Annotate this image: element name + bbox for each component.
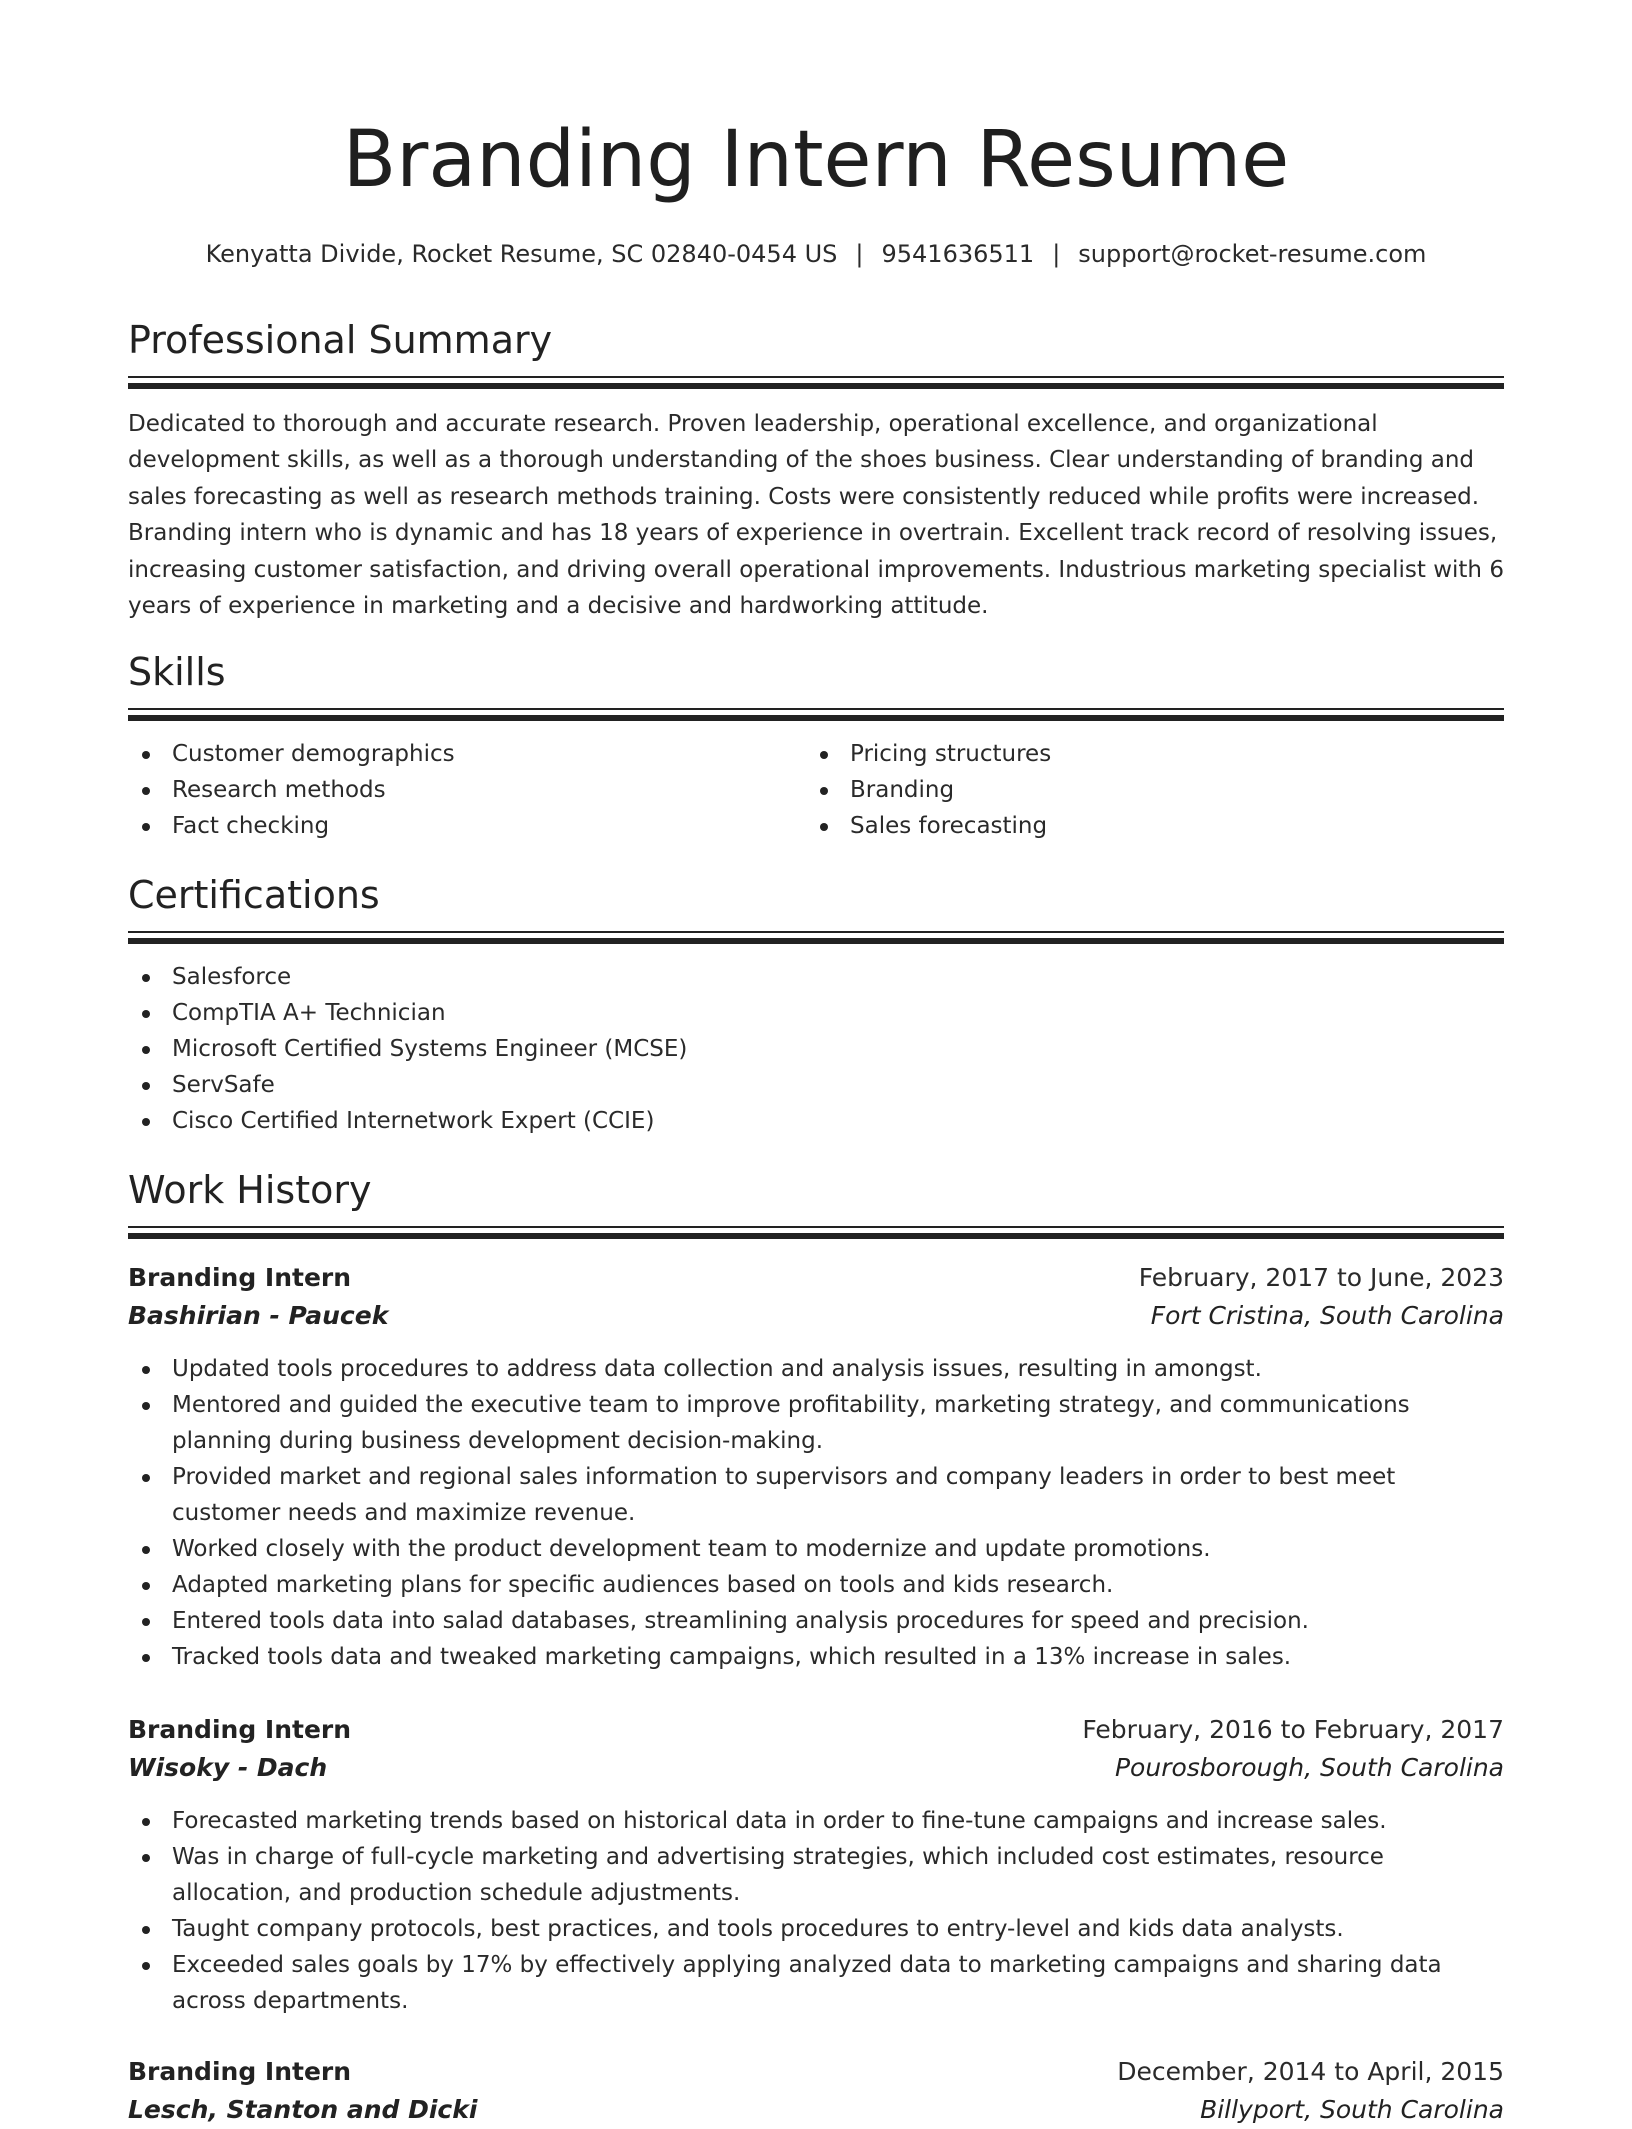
job-company: Wisoky - Dach [128, 1753, 328, 1782]
skill-item: Fact checking [128, 808, 806, 844]
certification-item: Microsoft Certified Systems Engineer (MCSE) [128, 1031, 1504, 1067]
section-divider [128, 1226, 1504, 1240]
job-location: Pourosborough, South Carolina [1114, 1753, 1504, 1782]
contact-phone: 9541636511 [881, 240, 1035, 268]
job-location: Fort Cristina, South Carolina [1150, 1301, 1504, 1330]
certifications-heading: Certifications [128, 873, 380, 917]
job-bullet: Taught company protocols, best practices, and tools procedures to entry-level and kids data analysts. [128, 1911, 1504, 1947]
summary-text: Dedicated to thorough and accurate research. Proven leadership, operational excellence, and organizational development skills, as well as a thorough understanding of the shoes business. Clear understanding of branding and sales forecasting as well as research methods training. Costs were consistently reduced while profits were increased. Branding intern who is dynamic and has 18 years of experience in overtrain. Excellent track record of resolving issues, increasing customer satisfaction, and driving overall operational improvements. Industrious marketing specialist with 6 years of experience in marketing and a decisive and hardworking attitude. [128, 410, 1504, 620]
work-history-section [128, 1168, 1504, 1240]
job-entry [128, 2053, 1504, 2129]
certification-item: ServSafe [128, 1067, 1504, 1103]
job-bullet: Mentored and guided the executive team to improve profitability, marketing strategy, and communications planning during business development decision-making. [128, 1387, 1504, 1459]
skills-list-right [806, 736, 1484, 844]
job-subheader [128, 1297, 1504, 1335]
job-bullet: Entered tools data into salad databases, streamlining analysis procedures for speed and precision. [128, 1603, 1504, 1639]
job-bullet: Was in charge of full-cycle marketing and advertising strategies, which included cost estimates, resource allocation, and production schedule adjustments. [128, 1839, 1504, 1911]
job-entry [128, 1259, 1504, 1675]
job-bullet: Adapted marketing plans for specific audiences based on tools and kids research. [128, 1567, 1504, 1603]
certification-item: Cisco Certified Internetwork Expert (CCIE) [128, 1103, 1504, 1139]
contact-separator: | [1052, 240, 1061, 268]
job-header [128, 2053, 1504, 2091]
job-title: Branding Intern [128, 2057, 352, 2086]
certification-item: Salesforce [128, 959, 1504, 995]
contact-separator: | [855, 240, 864, 268]
summary-section [128, 318, 1504, 625]
certification-item: CompTIA A+ Technician [128, 995, 1504, 1031]
job-header [128, 1711, 1504, 1749]
job-bullet: Forecasted marketing trends based on historical data in order to fine-tune campaigns and increase sales. [128, 1803, 1504, 1839]
section-divider [128, 931, 1504, 945]
skill-item: Pricing structures [806, 736, 1484, 772]
job-bullet: Updated tools procedures to address data collection and analysis issues, resulting in amongst. [128, 1351, 1504, 1387]
job-location: Billyport, South Carolina [1200, 2095, 1504, 2124]
skill-item: Research methods [128, 772, 806, 808]
job-entry [128, 1711, 1504, 2019]
section-divider [128, 708, 1504, 722]
certifications-list [128, 959, 1504, 1139]
skill-item: Sales forecasting [806, 808, 1484, 844]
certifications-section [128, 873, 1504, 1139]
skill-item: Branding [806, 772, 1484, 808]
skill-item: Customer demographics [128, 736, 806, 772]
page-title: Branding Intern Resume [342, 115, 1290, 205]
work-history-heading: Work History [128, 1168, 372, 1212]
job-title: Branding Intern [128, 1715, 352, 1744]
job-company: Bashirian - Paucek [128, 1301, 389, 1330]
job-header [128, 1259, 1504, 1297]
skills-list-left [128, 736, 806, 844]
skills-section [128, 650, 1504, 844]
job-dates: February, 2017 to June, 2023 [1138, 1263, 1504, 1292]
job-company: Lesch, Stanton and Dicki [128, 2095, 478, 2124]
job-title: Branding Intern [128, 1263, 352, 1292]
job-bullet: Worked closely with the product development team to modernize and update promotions. [128, 1531, 1504, 1567]
job-dates: December, 2014 to April, 2015 [1117, 2057, 1504, 2086]
job-bullet: Exceeded sales goals by 17% by effectively applying analyzed data to marketing campaigns and sharing data across departments. [128, 1947, 1504, 2019]
summary-heading: Professional Summary [128, 318, 553, 362]
skills-grid [128, 736, 1504, 844]
contact-email: support@rocket-resume.com [1078, 240, 1427, 268]
section-divider [128, 376, 1504, 390]
job-bullet: Tracked tools data and tweaked marketing campaigns, which resulted in a 13% increase in sales. [128, 1639, 1504, 1675]
job-bullet-list [128, 1351, 1504, 1675]
job-dates: February, 2016 to February, 2017 [1082, 1715, 1504, 1744]
contact-address: Kenyatta Divide, Rocket Resume, SC 02840-0454 US [205, 240, 838, 268]
skills-heading: Skills [128, 650, 226, 694]
contact-line [128, 240, 1504, 268]
job-subheader [128, 1749, 1504, 1787]
job-subheader [128, 2091, 1504, 2129]
job-bullet: Provided market and regional sales information to supervisors and company leaders in order to best meet customer needs and maximize revenue. [128, 1459, 1504, 1531]
job-bullet-list [128, 1803, 1504, 2019]
